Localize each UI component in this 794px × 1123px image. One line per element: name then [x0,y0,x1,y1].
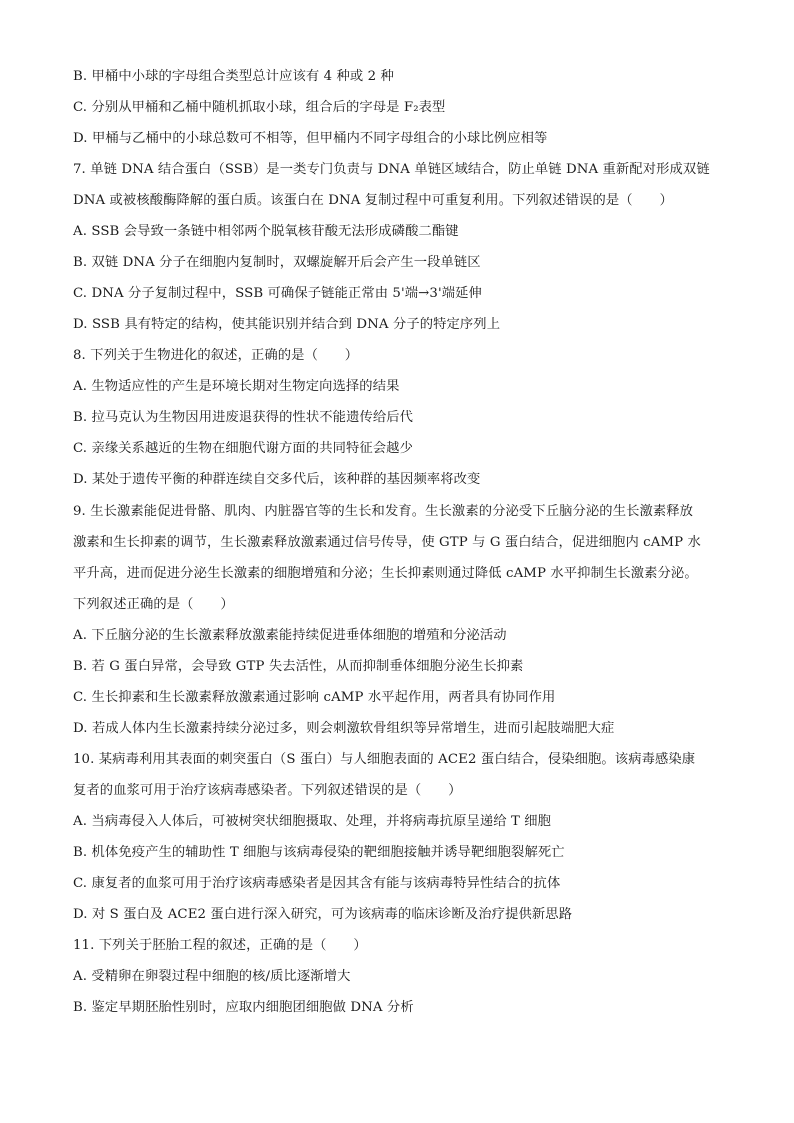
text-line: B. 鉴定早期胚胎性别时，应取内细胞团细胞做 DNA 分析 [73,1000,414,1015]
text-line: 平升高，进而促进分泌生长激素的细胞增殖和分泌；生长抑素则通过降低 cAMP 水平抑制生长激素分泌。 [73,566,698,581]
text-line: C. 分别从甲桶和乙桶中随机抓取小球，组合后的字母是 F₂表型 [73,100,446,115]
text-line: A. 生物适应性的产生是环境长期对生物定向选择的结果 [73,379,400,394]
text-line: B. 拉马克认为生物因用进废退获得的性状不能遗传给后代 [73,410,414,425]
text-line: 11. 下列关于胚胎工程的叙述，正确的是（ ） [73,938,367,953]
text-line: A. 当病毒侵入人体后，可被树突状细胞摄取、处理，并将病毒抗原呈递给 T 细胞 [73,814,552,829]
text-line: C. 康复者的血浆可用于治疗该病毒感染者是因其含有能与该病毒特异性结合的抗体 [73,876,561,891]
text-line: B. 若 G 蛋白异常，会导致 GTP 失去活性，从而抑制垂体细胞分泌生长抑素 [73,659,524,674]
text-line: DNA 或被核酸酶降解的蛋白质。该蛋白在 DNA 复制过程中可重复利用。下列叙述错误的是（ ） [73,193,673,208]
text-line: D. 甲桶与乙桶中的小球总数可不相等，但甲桶内不同字母组合的小球比例应相等 [73,131,548,146]
text-line: B. 双链 DNA 分子在细胞内复制时，双螺旋解开后会产生一段单链区 [73,255,481,270]
text-line: C. 生长抑素和生长激素释放激素通过影响 cAMP 水平起作用，两者具有协同作用 [73,690,556,705]
text-line: A. 下丘脑分泌的生长激素释放激素能持续促进垂体细胞的增殖和分泌活动 [73,628,507,643]
text-line: D. 若成人体内生长激素持续分泌过多，则会刺激软骨组织等异常增生，进而引起肢端肥大症 [73,721,615,736]
text-line: C. DNA 分子复制过程中，SSB 可确保子链能正常由 5'端→3'端延伸 [73,286,482,301]
text-line: D. 某处于遗传平衡的种群连续自交多代后，该种群的基因频率将改变 [73,472,481,487]
text-line: 10. 某病毒利用其表面的刺突蛋白（S 蛋白）与人细胞表面的 ACE2 蛋白结合，侵染细胞。该病毒感染康 [73,752,696,767]
text-line: 7. 单链 DNA 结合蛋白（SSB）是一类专门负责与 DNA 单链区域结合，防止单链 DNA 重新配对形成双链 [73,162,710,177]
text-line: A. 受精卵在卵裂过程中细胞的核/质比逐渐增大 [73,969,351,984]
text-line: D. 对 S 蛋白及 ACE2 蛋白进行深入研究，可为该病毒的临床诊断及治疗提供新思路 [73,907,573,922]
text-line: D. SSB 具有特定的结构，使其能识别并结合到 DNA 分子的特定序列上 [73,317,501,332]
text-line: 8. 下列关于生物进化的叙述，正确的是（ ） [73,348,359,363]
text-line: B. 机体免疫产生的辅助性 T 细胞与该病毒侵染的靶细胞接触并诱导靶细胞裂解死亡 [73,845,565,860]
text-line: A. SSB 会导致一条链中相邻两个脱氧核苷酸无法形成磷酸二酯键 [73,224,459,239]
text-line: C. 亲缘关系越近的生物在细胞代谢方面的共同特征会越少 [73,441,413,456]
text-line: 复者的血浆可用于治疗该病毒感染者。下列叙述错误的是（ ） [73,783,462,798]
text-line: 激素和生长抑素的调节，生长激素释放激素通过信号传导，使 GTP 与 G 蛋白结合，促进细胞内 cAMP 水 [73,535,701,550]
text-line: 9. 生长激素能促进骨骼、肌肉、内脏器官等的生长和发育。生长激素的分泌受下丘脑分泌的生长激素释放 [73,504,694,519]
text-line: B. 甲桶中小球的字母组合类型总计应该有 4 种或 2 种 [73,69,394,84]
text-line: 下列叙述正确的是（ ） [73,597,234,612]
